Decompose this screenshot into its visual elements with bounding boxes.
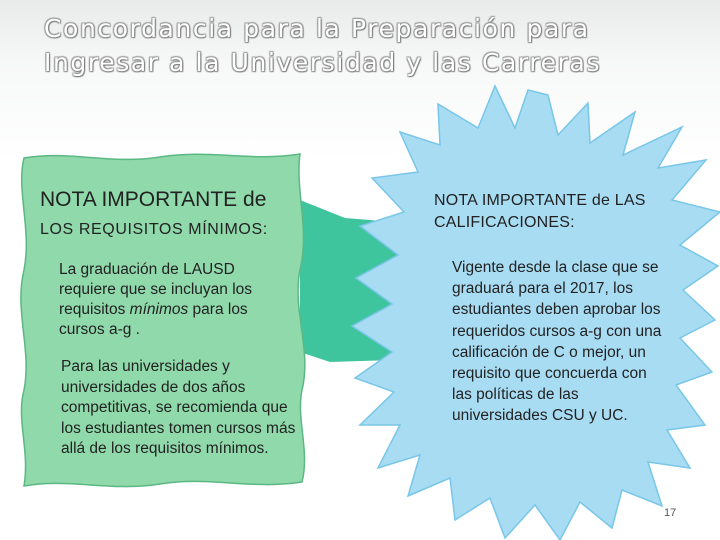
left-note-subheading: LOS REQUISITOS MÍNIMOS: <box>40 221 268 238</box>
left-note-paragraph-2: Para las universidades y universidades de dos años competitivas, se recomienda que los estudiantes tomen cursos más allá de los requisitos mínimos. <box>61 358 296 457</box>
right-note-body: Vigente desde la clase que se graduará para el 2017, los estudiantes deben aprobar los requeridos cursos a-g con una calificación de C o mejor, un requisito que concuerda con las políticas de las universidades CSU y UC. <box>452 259 662 425</box>
right-note-heading: NOTA IMPORTANTE de LAS CALIFICACIONES: <box>434 192 646 231</box>
left-note-paragraph-1-end: para los cursos a-g . <box>59 301 248 338</box>
slide-title-line1: Concordancia para la Preparación para <box>44 14 590 43</box>
left-note-paragraph-1-text: La graduación de LAUSD requiere que se incluyan los requisitos <box>59 261 253 318</box>
page-number: 17 <box>664 507 677 519</box>
left-note-emphasis: mínimos <box>129 301 189 318</box>
left-note-heading: NOTA IMPORTANTE de <box>40 188 267 211</box>
left-note-paragraph-1 <box>59 260 294 340</box>
slide-title-line2: Ingresar a la Universidad y las Carreras <box>44 48 602 77</box>
